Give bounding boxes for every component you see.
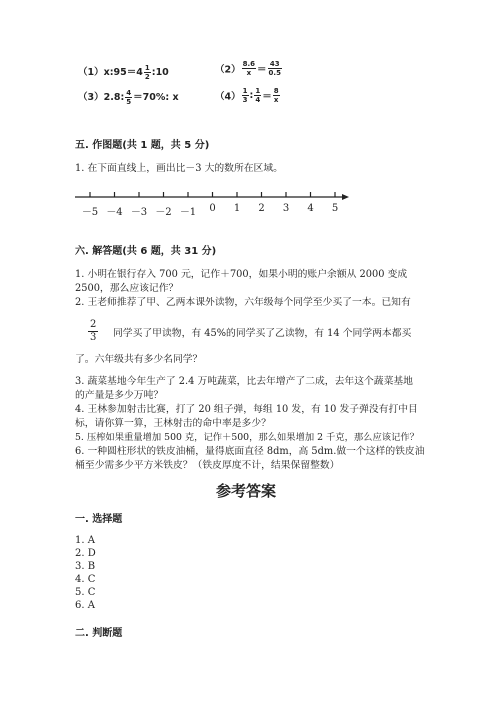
answers-section-2-heading: 二. 判断题: [75, 628, 123, 639]
number-line-label: －4: [106, 207, 123, 218]
section-6-line-7: 标，请你算一算，王林射击的命中率是多少？: [75, 418, 271, 429]
number-line-label: －2: [155, 207, 172, 218]
answer-item-2: 2. D: [75, 548, 96, 559]
answers-title: 参考答案: [216, 482, 277, 500]
number-line-label: 4: [307, 203, 314, 214]
number-line-label: 0: [209, 203, 216, 214]
answer-item-4: 4. C: [75, 574, 96, 585]
number-line-label: －1: [179, 207, 197, 218]
section-6-line-6: 4. 王林参加射击比赛，打了 20 组子弹，每组 10 发，有 10 发子弹没有打中目: [75, 404, 418, 415]
number-line-label: 1: [233, 203, 241, 214]
problem-2-fraction-2: $\frac{43}{0.5}$: [268, 60, 281, 77]
problem-4-fraction-1: $\frac{1}{3}$: [242, 87, 248, 104]
problem-4-fraction-3: $\frac{8}{x}$: [273, 87, 279, 104]
section-5-heading: 五. 作图题(共 1 题，共 5 分): [75, 140, 210, 151]
problem-1-label: （1）: [78, 67, 104, 78]
problem-3-lhs: 2.8:: [103, 92, 125, 103]
number-line-ticks: [90, 192, 335, 197]
number-line-label: 5: [331, 203, 339, 214]
problem-4: [215, 87, 281, 104]
section-6-line-8: 5. 压榨如果重量增加 500 克，记作＋500，那么如果增加 2 千克，那么应该记作？: [75, 432, 419, 443]
number-line-label: 2: [258, 203, 265, 214]
section-6-line-2: 2500，那么应该记作？: [75, 283, 179, 294]
answer-item-5: 5. C: [75, 587, 96, 598]
problem-1: [78, 64, 169, 81]
problem-2-equals: ＝: [257, 64, 267, 76]
section-6-line-5: 的产量是多少万吨？: [75, 390, 164, 401]
problem-1-rhs: :10: [151, 67, 169, 78]
answer-item-1: 1. A: [75, 535, 95, 546]
number-line-label: 3: [282, 203, 290, 214]
section-6-line-9: 6. 一种圆柱形状的铁皮油桶，量得底面直径 8dm，高 5dm.做一个这样的铁皮油: [75, 446, 425, 457]
section-5-question-1: 1. 在下面直线上，画出比－3 大的数所在区域。: [75, 163, 283, 174]
problem-2-label: （2）: [215, 64, 241, 76]
problem-3-rhs: ＝70%: x: [133, 92, 179, 103]
section-6-heading: 六. 解答题(共 6 题，共 31 分): [75, 246, 217, 257]
number-line-arrow: [342, 194, 349, 200]
problem-4-fraction-2: $\frac{1}{4}$: [255, 87, 261, 104]
answers-section-1-heading: 一. 选择题: [75, 514, 123, 525]
answer-item-6: 6. A: [75, 600, 95, 611]
section-6-line-3: 2. 王老师推荐了甲、乙两本课外读物，六年级每个同学至少买了一本。已知有: [75, 297, 411, 308]
problem-2-fraction-1: $\frac{8.6}{x}$: [242, 60, 256, 77]
problem-1-lhs: x:95＝4: [103, 67, 143, 78]
problem-3-label: （3）: [78, 92, 104, 103]
problem-4-equals: ＝: [262, 91, 272, 103]
problem-4-label: （4）: [215, 91, 241, 103]
problem-4-colon: :: [249, 90, 254, 101]
problem-3: [78, 89, 179, 106]
problem-1-fraction: $\frac{1}{2}$: [144, 64, 150, 81]
section-6-line-10: 桶至少需多少平方米铁皮？（铁皮厚度不计，结果保留整数）: [75, 460, 340, 471]
number-line-label: －3: [130, 207, 148, 218]
problem-2: [215, 60, 283, 77]
answer-item-3: 3. B: [75, 561, 96, 572]
section-6-line-after: 了。六年级共有多少名同学？: [75, 354, 203, 365]
section-6-fraction: $\frac{2}{3}$: [90, 319, 97, 343]
section-6-fraction-line: 同学买了甲读物，有 45%的同学买了乙读物，有 14 个同学两本都买: [113, 328, 412, 339]
section-6-line-4: 3. 蔬菜基地今年生产了 2.4 万吨蔬菜，比去年增产了二成，去年这个蔬菜基地: [75, 376, 413, 387]
section-6-line-1: 1. 小明在银行存入 700 元，记作＋700，如果小明的账户余额从 2000 变成: [75, 269, 408, 280]
number-line-label: －5: [81, 207, 99, 218]
problem-3-fraction: $\frac{4}{5}$: [126, 89, 132, 106]
